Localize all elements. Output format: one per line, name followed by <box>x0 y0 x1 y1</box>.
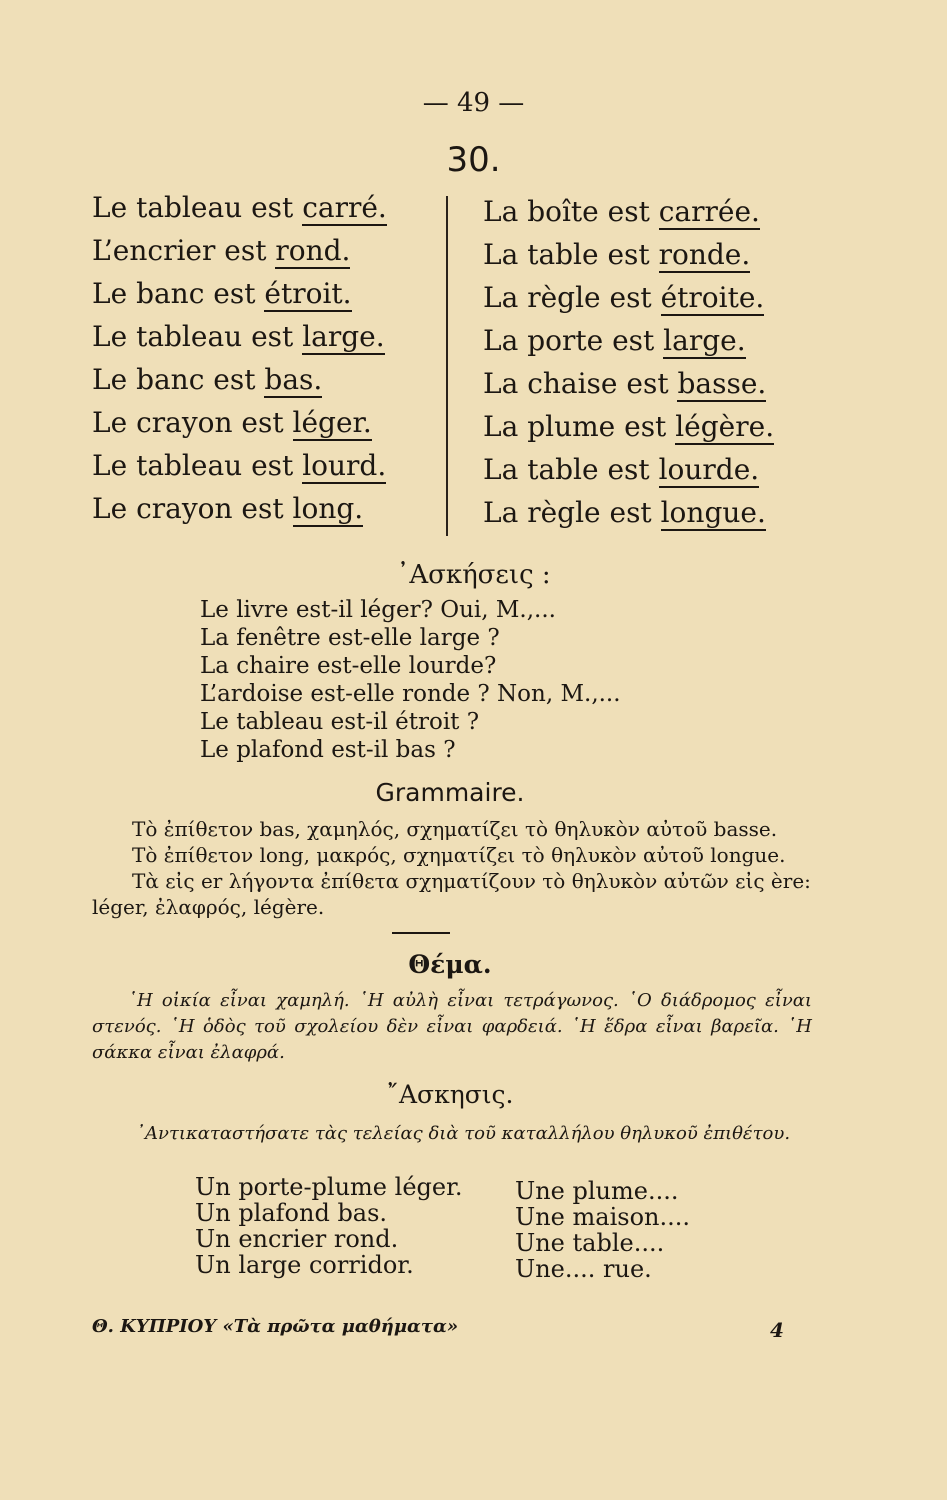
adjective: long. <box>292 492 364 525</box>
grammar-section <box>92 816 812 920</box>
feminine-sentence <box>483 362 813 405</box>
question-line: L’ardoise est-elle ronde ? Non, M.,... <box>200 681 621 707</box>
question-line: La chaire est-elle lourde? <box>200 653 497 679</box>
column-divider <box>446 196 448 536</box>
adjective: large. <box>302 320 385 353</box>
theme-text: ῾Η οἰκία εἶναι χαμηλή. ῾Η αὐλὴ εἶναι τετράγωνος. ῾Ο διάδρομος εἶναι στενός. ῾Η ὁδὸς τοῦ σχολείου δὲν εἶναι φαρδειά. ῾Η ἕδρα εἶναι βαρεῖα. ῾Η σάκκα εἶναι ἐλαφρά. <box>92 990 812 1063</box>
feminine-sentence <box>483 448 813 491</box>
masculine-sentence <box>92 444 422 487</box>
masculine-sentence <box>92 315 422 358</box>
feminine-sentence <box>483 491 813 534</box>
masculine-sentence <box>92 487 422 530</box>
question-list <box>200 596 621 764</box>
list-item: Une.... rue. <box>515 1255 652 1283</box>
sentence-text: La plume est <box>483 410 676 443</box>
list-item: Une plume.... <box>515 1177 679 1205</box>
sentence-text: Le crayon est <box>92 406 293 439</box>
instruction-text: ᾿Αντικαταστήσατε τὰς τελείας διὰ τοῦ καταλλήλου θηλυκοῦ ἐπιθέτου. <box>136 1123 791 1144</box>
sentence-text: La chaise est <box>483 367 678 400</box>
feminine-sentence <box>483 276 813 319</box>
grammar-rule: Τὸ ἐπίθετον long, μακρός, σχηματίζει τὸ θηλυκὸν αὐτοῦ longue. <box>132 843 786 867</box>
masculine-sentence <box>92 186 422 229</box>
feminine-sentence <box>483 233 813 276</box>
adjective: large. <box>663 324 746 357</box>
exercise-masculine-list <box>195 1174 463 1278</box>
adjective: léger. <box>292 406 372 439</box>
section-rule <box>392 932 450 934</box>
sentence-text: Le tableau est <box>92 449 303 482</box>
list-item: Un plafond bas. <box>195 1199 388 1227</box>
sentence-text: Le tableau est <box>92 191 303 224</box>
feminine-sentence <box>483 190 813 233</box>
sentence-text: Le banc est <box>92 277 265 310</box>
masculine-sentence <box>92 401 422 444</box>
exercise-instructions <box>92 1122 812 1146</box>
question-line: La fenêtre est-elle large ? <box>200 625 500 651</box>
sentence-text: La règle est <box>483 281 661 314</box>
exercise-feminine-list <box>515 1178 690 1282</box>
list-item: Une maison.... <box>515 1203 690 1231</box>
sentence-text: La règle est <box>483 496 661 529</box>
theme-section <box>92 988 812 1066</box>
list-item: Un porte-plume léger. <box>195 1173 463 1201</box>
masculine-column <box>92 186 422 530</box>
grammar-heading: Grammaire. <box>375 778 525 807</box>
feminine-sentence <box>483 405 813 448</box>
adjective: basse. <box>677 367 767 400</box>
masculine-sentence <box>92 358 422 401</box>
adjective: carré. <box>302 191 387 224</box>
sentence-text: Le crayon est <box>92 492 293 525</box>
grammar-rule: Τὰ εἰς er λήγοντα ἐπίθετα σχηματίζουν τὸ θηλυκὸν αὐτῶν εἰς ère: léger, ἐλαφρός, légère. <box>92 869 811 919</box>
adjective: longue. <box>660 496 766 529</box>
page-number: — 49 — <box>422 88 525 118</box>
exercises-heading: ᾿Ασκήσεις : <box>396 560 551 590</box>
list-item: Un large corridor. <box>195 1251 414 1279</box>
sentence-text: L’encrier est <box>92 234 276 267</box>
masculine-sentence <box>92 272 422 315</box>
adjective: carrée. <box>658 195 760 228</box>
question-line: Le plafond est-il bas ? <box>200 737 456 763</box>
question-line: Le livre est-il léger? Oui, M.,... <box>200 597 556 623</box>
theme-heading: Θέμα. <box>408 950 492 979</box>
sentence-text: La boîte est <box>483 195 659 228</box>
masculine-sentence <box>92 229 422 272</box>
sentence-text: La table est <box>483 238 659 271</box>
lesson-number: 30. <box>446 140 501 180</box>
adjective: rond. <box>275 234 351 267</box>
adjective: légère. <box>675 410 775 443</box>
sheet-number: 4 <box>770 1318 784 1342</box>
exercise-heading: ῎Ασκησις. <box>386 1080 514 1109</box>
question-line: Le tableau est-il étroit ? <box>200 709 480 735</box>
sentence-text: Le tableau est <box>92 320 303 353</box>
sentence-text: La porte est <box>483 324 664 357</box>
adjective: étroit. <box>264 277 352 310</box>
feminine-sentence <box>483 319 813 362</box>
list-item: Une table.... <box>515 1229 665 1257</box>
sentence-text: Le banc est <box>92 363 265 396</box>
adjective: bas. <box>264 363 323 396</box>
adjective: lourde. <box>658 453 760 486</box>
adjective: lourd. <box>302 449 387 482</box>
adjective: étroite. <box>660 281 765 314</box>
sentence-text: La table est <box>483 453 659 486</box>
feminine-column <box>483 190 813 534</box>
grammar-rule: Τὸ ἐπίθετον bas, χαμηλός, σχηματίζει τὸ θηλυκὸν αὐτοῦ basse. <box>132 817 778 841</box>
book-footer: Θ. ΚΥΠΡΙΟΥ «Τὰ πρῶτα μαθήματα» <box>92 1316 459 1337</box>
adjective: ronde. <box>658 238 751 271</box>
list-item: Un encrier rond. <box>195 1225 399 1253</box>
